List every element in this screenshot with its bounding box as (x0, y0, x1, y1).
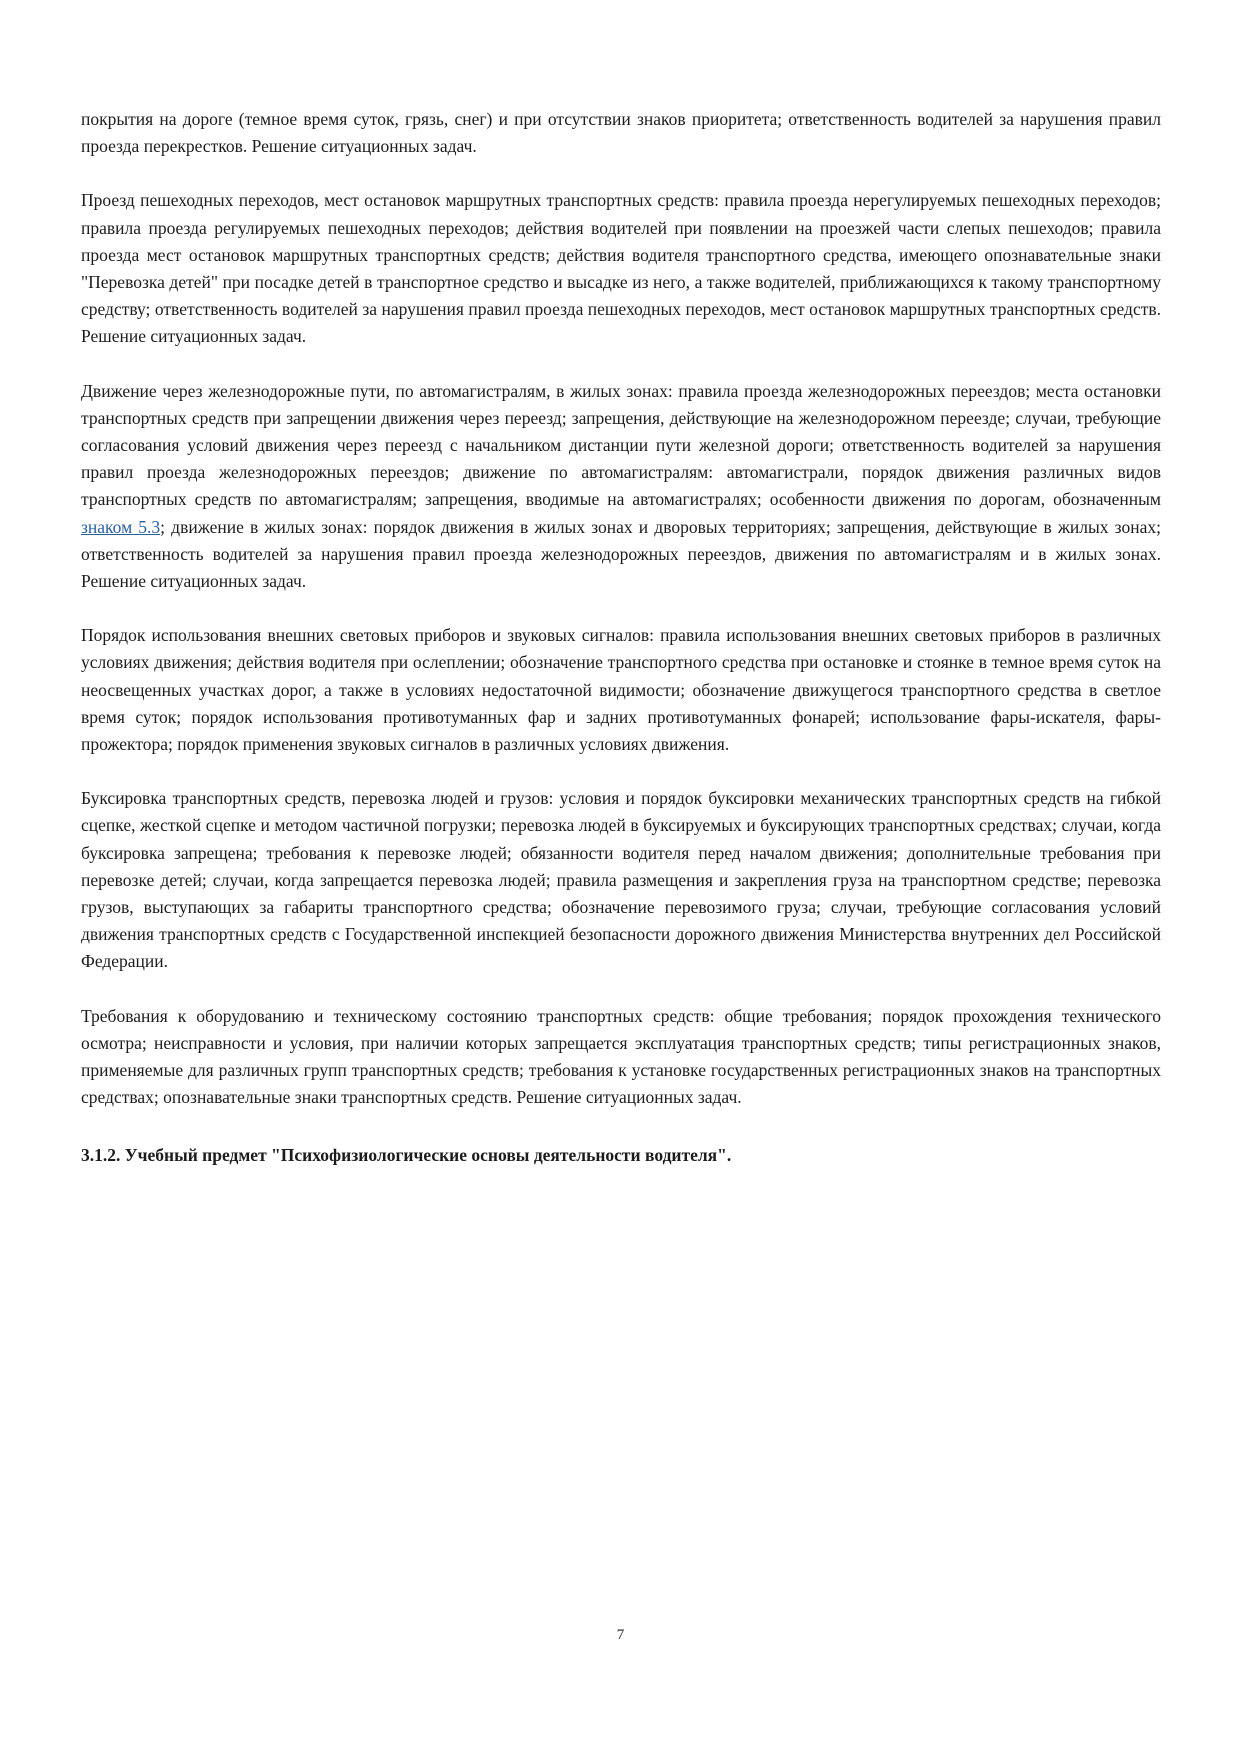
document-body (81, 106, 1161, 1196)
paragraph-railway-motorways-residential (81, 378, 1161, 596)
sign-5-3-link[interactable]: знаком 5.3 (81, 516, 161, 537)
paragraph-intersections-continued: покрытия на дороге (темное время суток, грязь, снег) и при отсутствии знаков приоритета; ответственность водителей за нарушения правил проезда перекрестков. Решение ситуационных задач. (81, 109, 1161, 157)
paragraph-equipment-requirements: Требования к оборудованию и техническому состоянию транспортных средств: общие требования; порядок прохождения технического осмотра; неисправности и условия, при наличии которых запрещается эксплуатация транспортных средств; типы регистрационных знаков, применяемые для различных групп транспортных средств; требования к установке государственных регистрационных знаков на транспортных средствах; опознавательные знаки транспортных средств. Решение ситуационных задач. (81, 1005, 1161, 1108)
paragraph-lights-and-signals: Порядок использования внешних световых приборов и звуковых сигналов: правила использования внешних световых приборов в различных условиях движения; действия водителя при ослеплении; обозначение транспортного средства при остановке и стоянке в темное время суток на неосвещенных участках дорог, а также в условиях недостаточной видимости; обозначение движущегося транспортного средства в светлое время суток; порядок использования противотуманных фар и задних противотуманных фонарей; использование фары-искателя, фары-прожектора; порядок применения звуковых сигналов в различных условиях движения. (81, 625, 1161, 755)
page-number: 7 (616, 1627, 625, 1643)
section-heading-3-1-2: 3.1.2. Учебный предмет "Психофизиологические основы деятельности водителя". (81, 1144, 732, 1165)
paragraph-text-before-link: Движение через железнодорожные пути, по автомагистралям, в жилых зонах: правила проезда железнодорожных переездов; места остановки транспортных средств при запрещении движения через переезд; запрещения, действующие на железнодорожном переезде; случаи, требующие согласования условий движения через переезд с начальником дистанции пути железной дороги; ответственность водителей за нарушения правил проезда железнодорожных переездов; движение по автомагистралям: автомагистрали, порядок движения различных видов транспортных средств по автомагистралям; запрещения, вводимые на автомагистралях; особенности движения по дорогам, обозначенным (81, 380, 1161, 510)
paragraph-towing-and-transport: Буксировка транспортных средств, перевозка людей и грузов: условия и порядок буксировки механических транспортных средств на гибкой сцепке, жесткой сцепке и методом частичной погрузки; перевозка людей в буксируемых и буксирующих транспортных средствах; случаи, когда буксировка запрещена; требования к перевозке людей; обязанности водителя перед началом движения; дополнительные требования при перевозке детей; случаи, когда запрещается перевозка людей; правила размещения и закрепления груза на транспортном средстве; перевозка грузов, выступающих за габариты транспортного средства; обозначение перевозимого груза; случаи, требующие согласования условий движения транспортных средств с Государственной инспекцией безопасности дорожного движения Министерства внутренних дел Российской Федерации. (81, 788, 1161, 972)
paragraph-pedestrian-crossings: Проезд пешеходных переходов, мест остановок маршрутных транспортных средств: правила проезда нерегулируемых пешеходных переходов; правила проезда регулируемых пешеходных переходов; действия водителей при появлении на проезжей части слепых пешеходов; правила проезда мест остановок маршрутных транспортных средств; действия водителя транспортного средства, имеющего опознавательные знаки "Перевозка детей" при посадке детей в транспортное средство и высадке из него, а также водителей, приближающихся к такому транспортному средству; ответственность водителей за нарушения правил проезда пешеходных переходов, мест остановок маршрутных транспортных средств. Решение ситуационных задач. (81, 190, 1161, 347)
paragraph-text-after-link: ; движение в жилых зонах: порядок движения в жилых зонах и дворовых территориях; запрещения, действующие в жилых зонах; ответственность водителей за нарушения правил проезда железнодорожных переездов, движения по автомагистралям и в жилых зонах. Решение ситуационных задач. (81, 516, 1161, 592)
